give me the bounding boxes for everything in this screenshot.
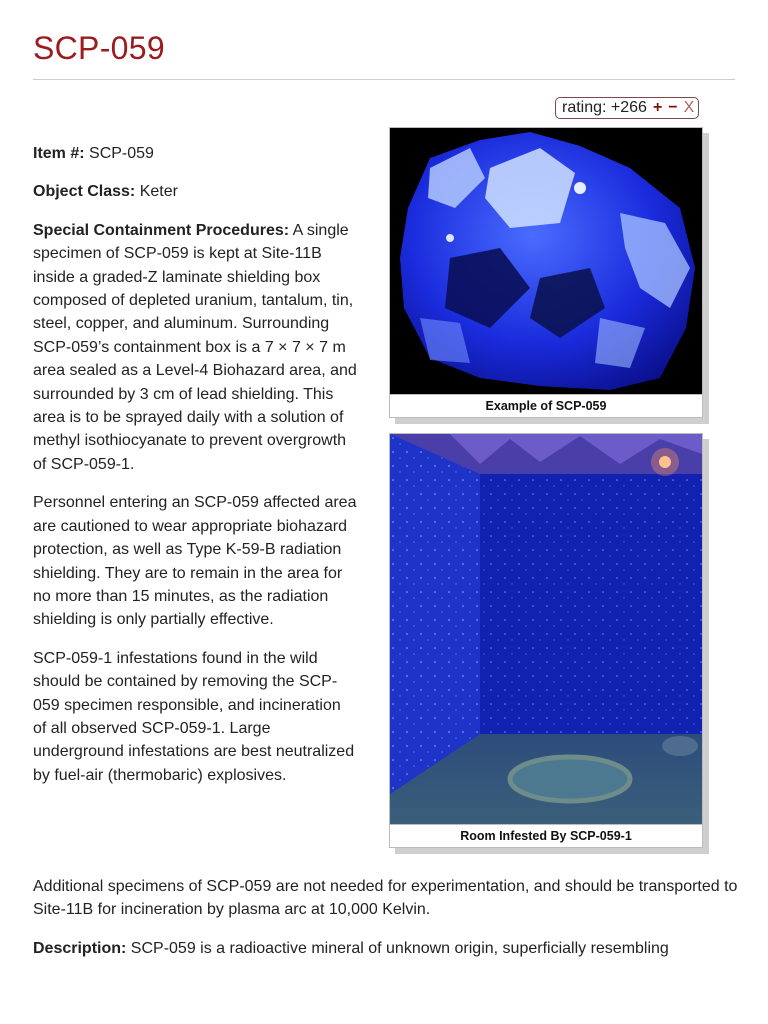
containment-paragraph-1 <box>33 219 358 476</box>
object-class-label: Object Class: <box>33 183 136 201</box>
item-number-value: SCP-059 <box>89 145 154 162</box>
figure-specimen <box>389 127 703 418</box>
containment-label: Special Containment Procedures: <box>33 221 290 239</box>
description-label: Description: <box>33 940 127 957</box>
description-paragraph <box>33 937 738 960</box>
containment-text-1: A single specimen of SCP-059 is kept at Site-11B inside a graded-Z laminate shielding box composed of depleted uranium, tantalum, tin, steel, copper, and aluminum. Surrounding SCP-059’s containment box is a 7 × 7 × 7 m area sealed as a Level-4 Biohazard area, and surrounded by 3 cm of lead shielding. This area is to be sprayed daily with a solution of methyl isothiocyanate to prevent overgrowth of SCP-059-1. <box>33 221 357 473</box>
containment-paragraph-3: SCP-059-1 infestations found in the wild should be contained by removing the SCP-059 specimen responsible, and incineration of all observed SCP-059-1. Large underground infestations are best neutralized by fuel-air (thermobaric) explosives. <box>33 649 355 784</box>
description-text: SCP-059 is a radioactive mineral of unknown origin, superficially resembling <box>130 940 669 957</box>
containment-paragraph-4: Additional specimens of SCP-059 are not needed for experimentation, and should be transported to Site-11B for incineration by plasma arc at 10,000 Kelvin. <box>33 878 738 919</box>
infested-room-image <box>390 434 702 824</box>
item-number-label: Item #: <box>33 145 85 162</box>
figure-infested-room <box>389 433 703 848</box>
rate-up-button[interactable]: + <box>652 99 663 116</box>
containment-paragraph-2: Personnel entering an SCP-059 affected area are cautioned to wear appropriate biohazard protection, as well as Type K-59-B radiation shielding. They are to remain in the area for no more than 15 minutes, as the radiation shielding is only partially effective. <box>33 494 357 629</box>
rating-module <box>555 97 699 119</box>
rate-down-button[interactable]: − <box>668 99 678 116</box>
article-body <box>33 142 358 802</box>
item-number <box>33 142 358 165</box>
rating-label: rating: +266 <box>562 99 647 116</box>
rate-cancel-button[interactable]: X <box>683 99 695 116</box>
page-title: SCP-059 <box>33 30 165 66</box>
specimen-image <box>390 128 702 394</box>
figure-caption-2: Room Infested By SCP-059-1 <box>390 824 702 847</box>
object-class <box>33 180 358 203</box>
figure-caption-1: Example of SCP-059 <box>390 394 702 417</box>
title-divider <box>33 79 735 80</box>
object-class-value: Keter <box>139 183 178 201</box>
